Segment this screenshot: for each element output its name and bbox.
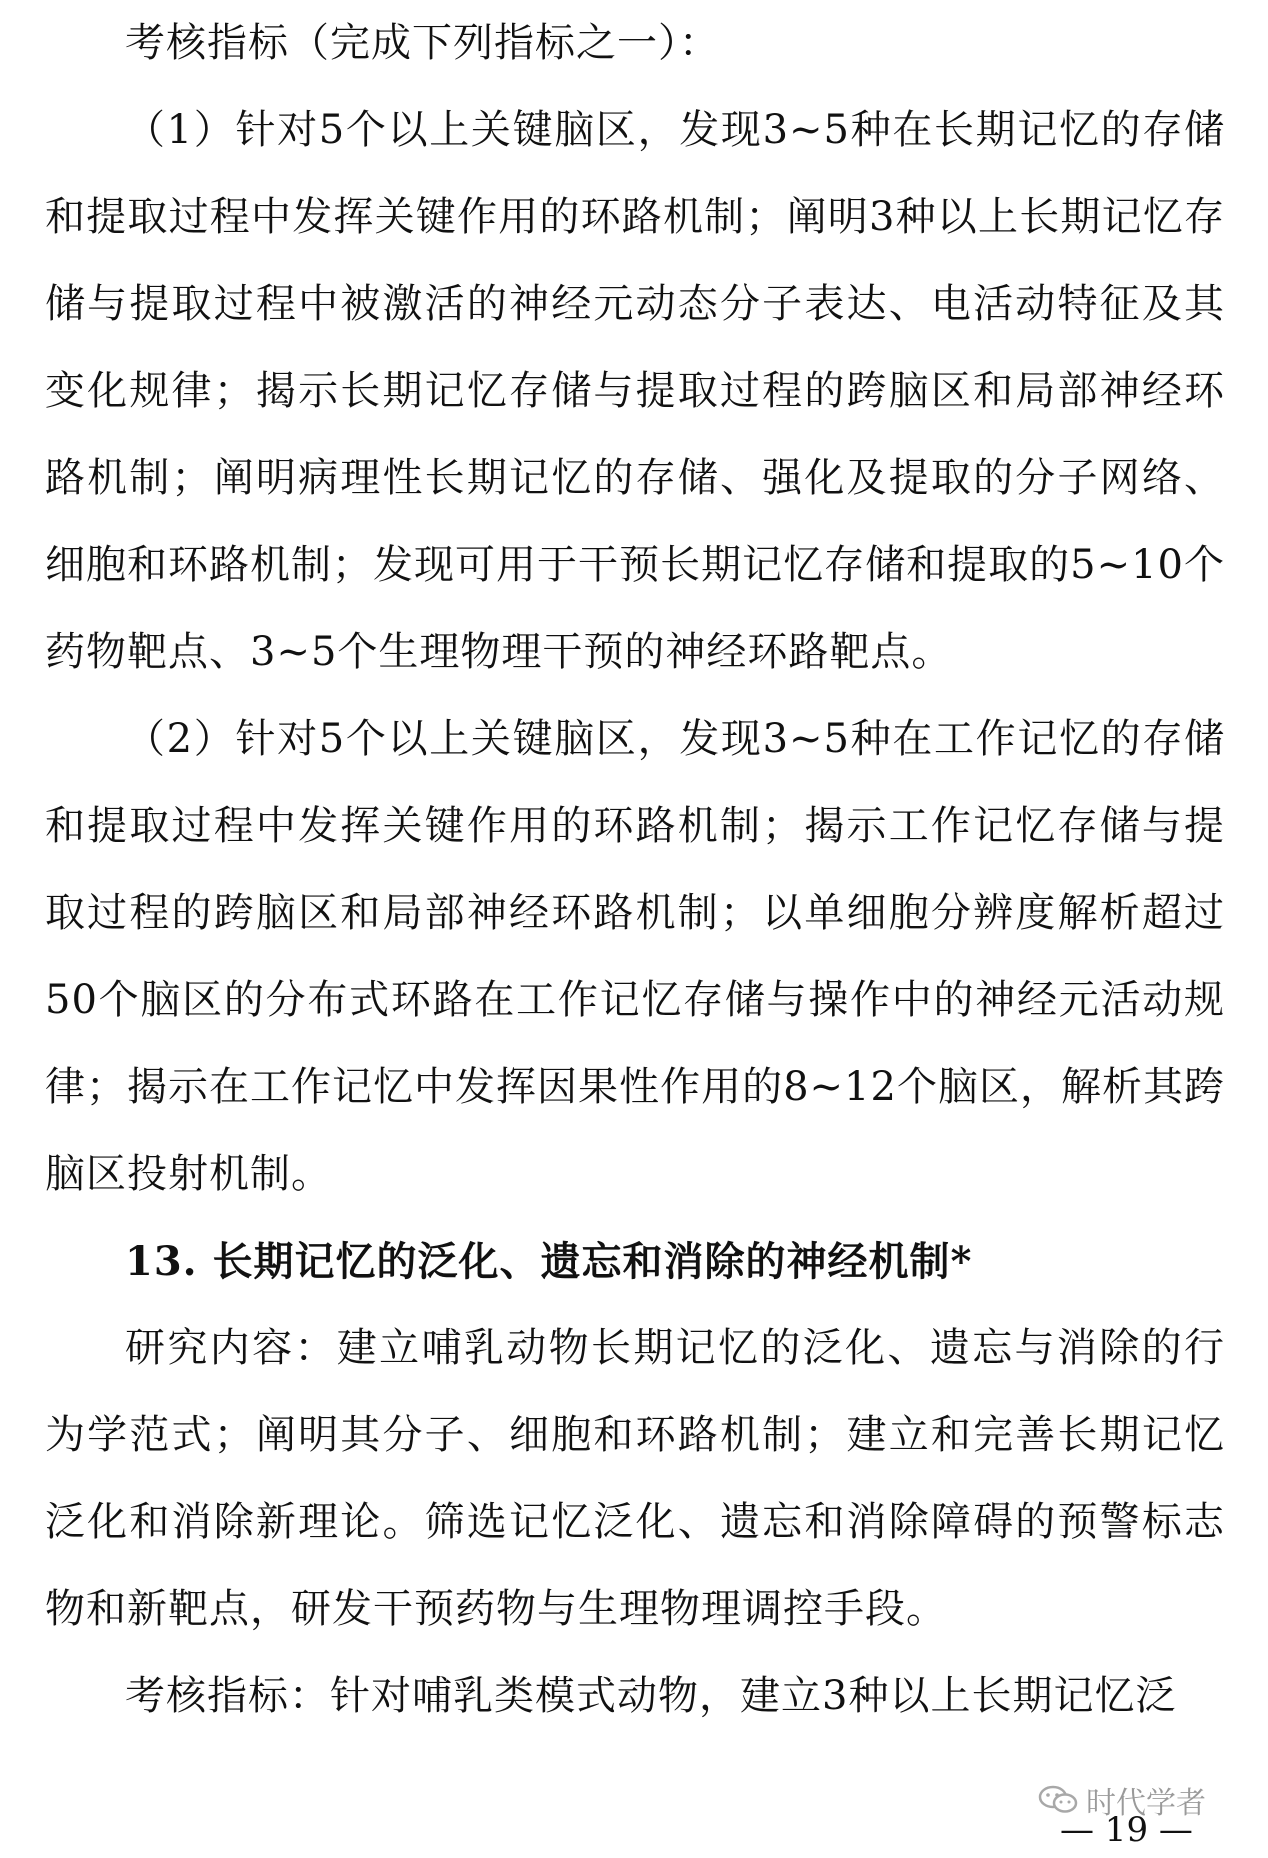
paragraph-assessment-13: 考核指标：针对哺乳类模式动物，建立3种以上长期记忆泛 bbox=[125, 1673, 1177, 1719]
document-page bbox=[45, 0, 1225, 1740]
paragraph-assessment-intro: 考核指标（完成下列指标之一）： bbox=[125, 20, 720, 66]
page-number: — 19 — bbox=[1060, 1810, 1193, 1850]
paragraph-research-content: 研究内容：建立哺乳动物长期记忆的泛化、遗忘与消除的行为学范式；阐明其分子、细胞和环路机制；建立和完善长期记忆泛化和消除新理论。筛选记忆泛化、遗忘和消除障碍的预警标志物和新靶点，研发干预药物与生理物理调控手段。 bbox=[45, 1325, 1225, 1632]
watermark-text: 时代学者 bbox=[1086, 1786, 1206, 1821]
paragraph-item-1: （1）针对5个以上关键脑区，发现3~5种在长期记忆的存储和提取过程中发挥关键作用的环路机制；阐明3种以上长期记忆存储与提取过程中被激活的神经元动态分子表达、电活动特征及其变化规律；揭示长期记忆存储与提取过程的跨脑区和局部神经环路机制；阐明病理性长期记忆的存储、强化及提取的分子网络、细胞和环路机制；发现可用于干预长期记忆存储和提取的5~10个药物靶点、3~5个生理物理干预的神经环路靶点。 bbox=[45, 107, 1225, 675]
page-footer bbox=[0, 1770, 1268, 1858]
section-heading-13: 13. 长期记忆的泛化、遗忘和消除的神经机制* bbox=[125, 1238, 973, 1285]
paragraph-item-2: （2）针对5个以上关键脑区，发现3~5种在工作记忆的存储和提取过程中发挥关键作用的环路机制；揭示工作记忆存储与提取过程的跨脑区和局部神经环路机制；以单细胞分辨度解析超过50个脑区的分布式环路在工作记忆存储与操作中的神经元活动规律；揭示在工作记忆中发挥因果性作用的8~12个脑区，解析其跨脑区投射机制。 bbox=[45, 716, 1225, 1197]
